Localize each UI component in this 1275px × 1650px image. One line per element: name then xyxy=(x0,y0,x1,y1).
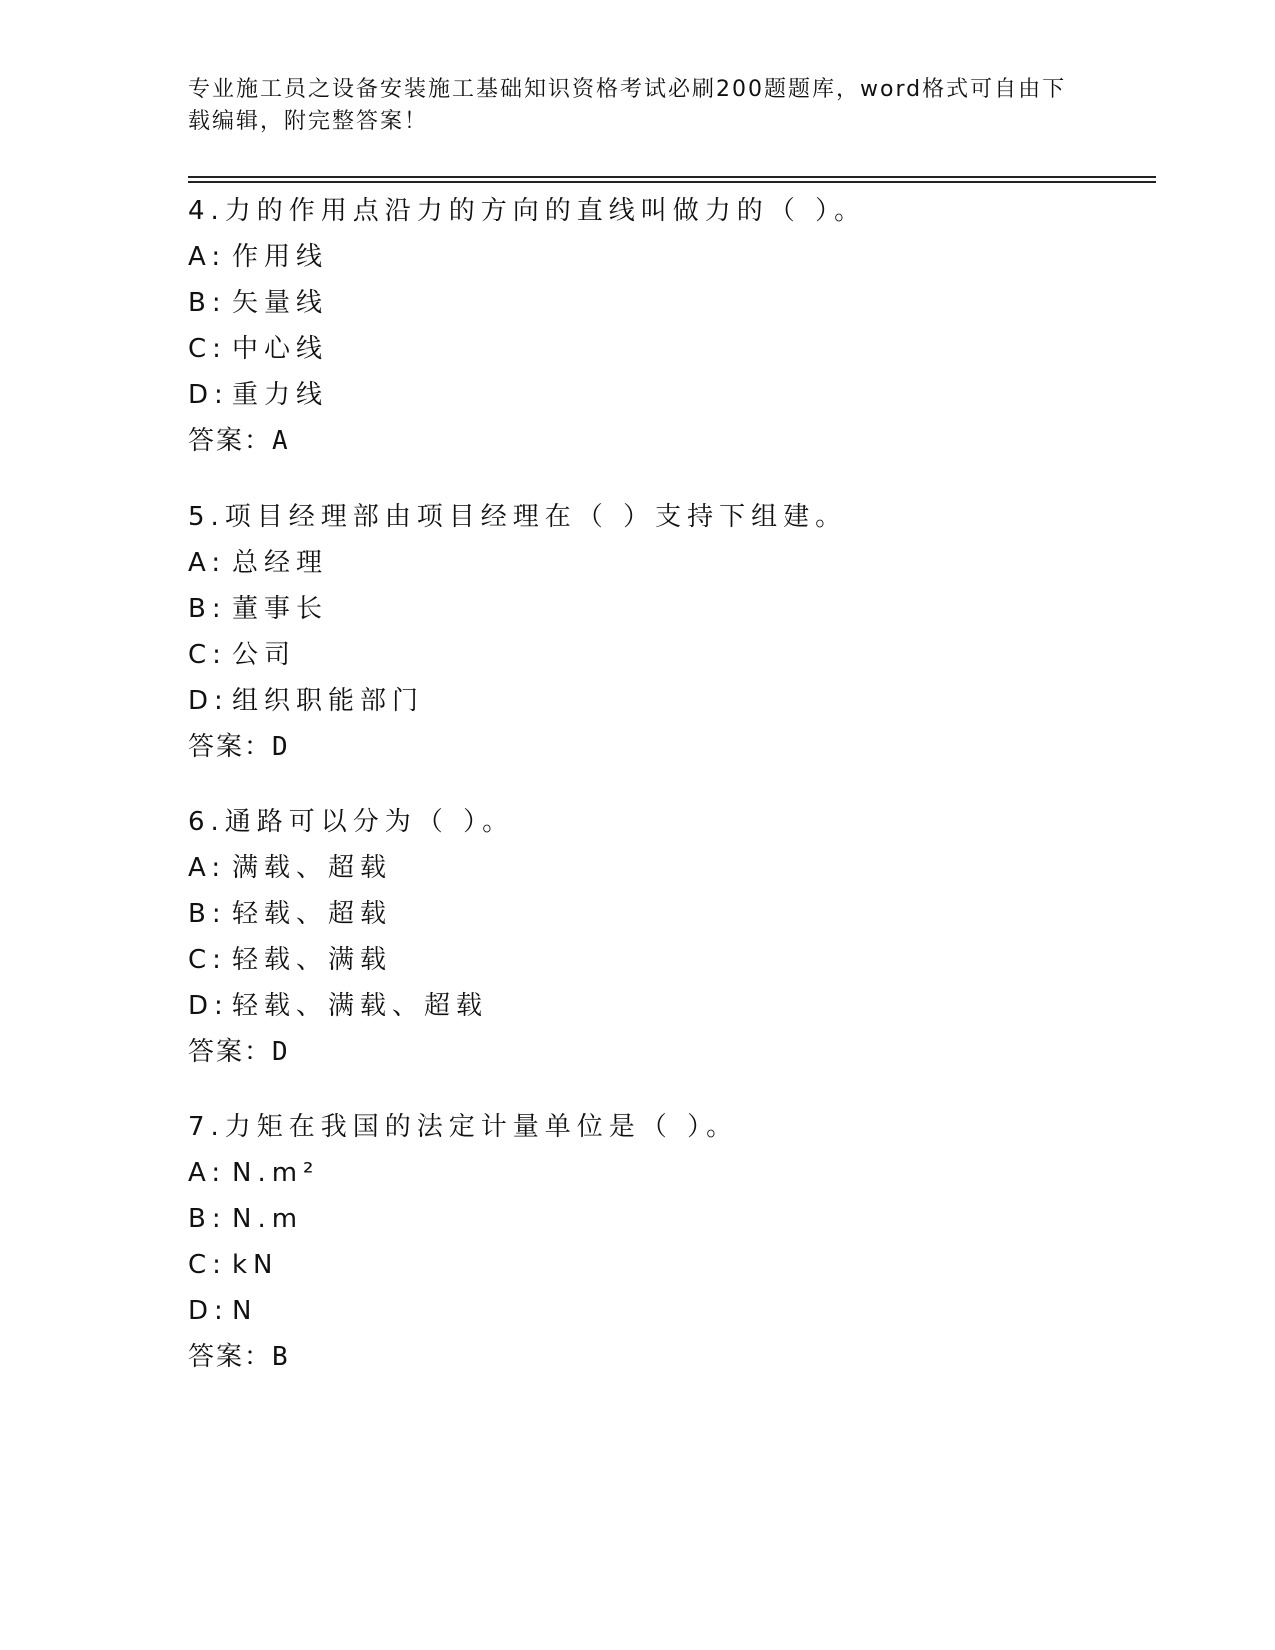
option-text: 公司 xyxy=(232,640,297,670)
answer-value: D xyxy=(272,732,290,762)
option-key: B: xyxy=(188,594,227,624)
option-text: N.m² xyxy=(232,1158,320,1188)
option-text: 重力线 xyxy=(232,380,329,410)
option-b xyxy=(188,1196,1156,1242)
option-d xyxy=(188,1288,1156,1334)
answer-line xyxy=(188,724,1156,770)
question-stem: 6.通路可以分为（ ）。 xyxy=(188,807,515,837)
answer-line xyxy=(188,418,1156,464)
option-text: 董事长 xyxy=(232,594,329,624)
option-text: 作用线 xyxy=(232,242,329,272)
question-block xyxy=(188,799,1156,1075)
option-key: A: xyxy=(188,853,227,883)
option-key: C: xyxy=(188,945,227,975)
answer-value: D xyxy=(272,1037,290,1067)
option-text: 组织职能部门 xyxy=(232,686,425,716)
option-text: N xyxy=(232,1296,258,1326)
option-key: C: xyxy=(188,334,227,364)
option-text: N.m xyxy=(232,1204,304,1234)
answer-label: 答案： xyxy=(188,1342,273,1372)
option-text: 轻载、满载 xyxy=(232,945,393,975)
option-c xyxy=(188,937,1156,983)
option-key: D: xyxy=(188,1296,229,1326)
option-key: B: xyxy=(188,288,227,318)
option-d xyxy=(188,678,1156,724)
option-text: kN xyxy=(232,1250,279,1280)
option-key: B: xyxy=(188,899,227,929)
option-key: D: xyxy=(188,991,229,1021)
option-key: D: xyxy=(188,686,229,716)
answer-line xyxy=(188,1334,1156,1380)
option-text: 轻载、超载 xyxy=(232,899,393,929)
option-key: A: xyxy=(188,1158,227,1188)
option-text: 轻载、满载、超载 xyxy=(232,991,489,1021)
option-c xyxy=(188,1242,1156,1288)
option-key: A: xyxy=(188,242,227,272)
answer-label: 答案： xyxy=(188,426,273,456)
document-header: 专业施工员之设备安装施工基础知识资格考试必刷200题题库，word格式可自由下载编辑，附完整答案！ xyxy=(188,77,1067,134)
answer-value: B xyxy=(272,1342,290,1372)
answer-label: 答案： xyxy=(188,1037,273,1067)
option-key: B: xyxy=(188,1204,227,1234)
option-d xyxy=(188,372,1156,418)
option-b xyxy=(188,891,1156,937)
option-d xyxy=(188,983,1156,1029)
option-a xyxy=(188,540,1156,586)
question-stem: 5.项目经理部由项目经理在（ ）支持下组建。 xyxy=(188,502,848,532)
question-stem: 4.力的作用点沿力的方向的直线叫做力的（ ）。 xyxy=(188,196,867,226)
option-c xyxy=(188,632,1156,678)
header-divider-top xyxy=(188,176,1156,178)
question-block xyxy=(188,494,1156,770)
option-text: 中心线 xyxy=(232,334,329,364)
option-text: 总经理 xyxy=(232,548,329,578)
answer-label: 答案： xyxy=(188,732,273,762)
option-text: 矢量线 xyxy=(232,288,329,318)
answer-line xyxy=(188,1029,1156,1075)
option-text: 满载、超载 xyxy=(232,853,393,883)
option-key: D: xyxy=(188,380,229,410)
question-stem: 7.力矩在我国的法定计量单位是（ ）。 xyxy=(188,1112,739,1142)
header-divider-bottom xyxy=(188,181,1156,183)
option-c xyxy=(188,326,1156,372)
option-key: C: xyxy=(188,640,227,670)
option-b xyxy=(188,586,1156,632)
option-a xyxy=(188,234,1156,280)
option-a xyxy=(188,1150,1156,1196)
option-key: A: xyxy=(188,548,227,578)
option-a xyxy=(188,845,1156,891)
option-b xyxy=(188,280,1156,326)
question-block xyxy=(188,1104,1156,1380)
option-key: C: xyxy=(188,1250,227,1280)
answer-value: A xyxy=(272,426,290,456)
question-block xyxy=(188,188,1156,464)
